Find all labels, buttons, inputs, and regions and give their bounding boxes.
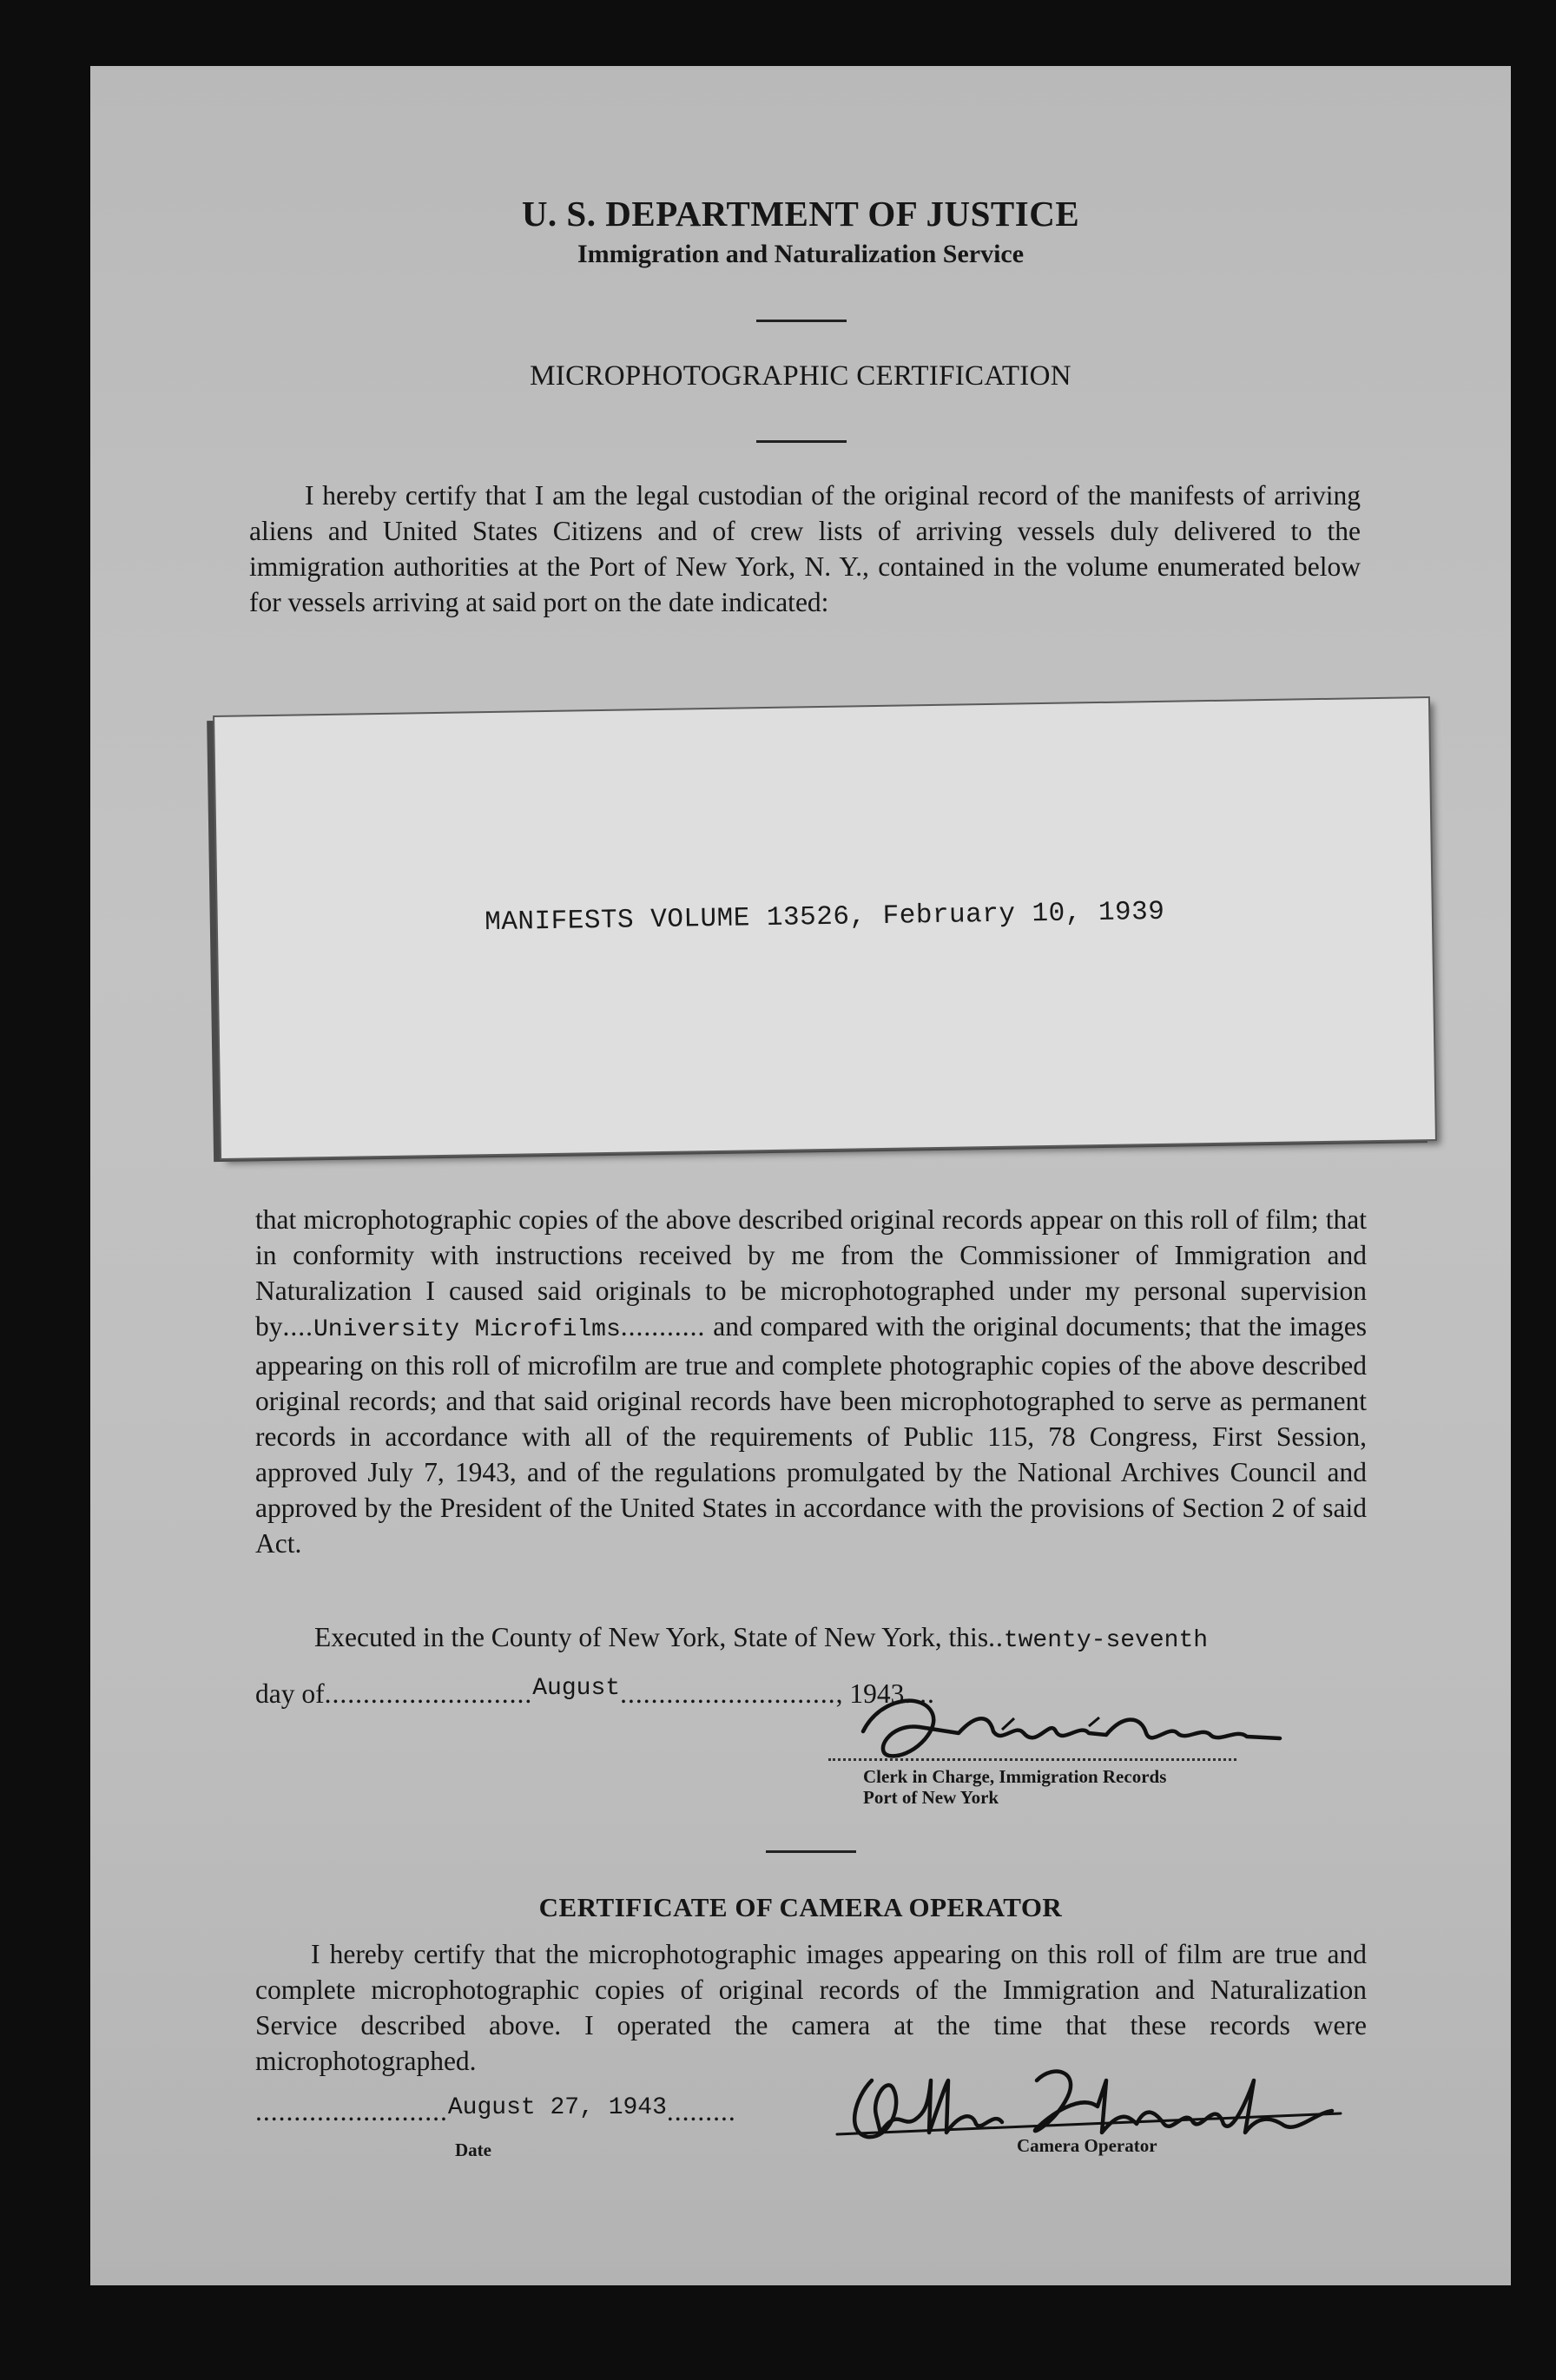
camera-operator-label: Camera Operator	[1017, 2135, 1157, 2156]
divider-rule	[756, 440, 847, 443]
fill-dots: .........................	[255, 2096, 448, 2126]
volume-label-slip	[214, 698, 1435, 1158]
department-heading: U. S. DEPARTMENT OF JUSTICE	[521, 194, 1080, 234]
executed-prefix: Executed in the County of New York, State of New York, this	[314, 1622, 989, 1652]
fill-dots: ...........	[620, 1311, 706, 1342]
fill-dots: ............................	[620, 1678, 836, 1709]
day-value: twenty-seventh	[1003, 1627, 1209, 1654]
year-text: , 1943	[835, 1678, 905, 1709]
statement-text: that microphotographic copies of the above described original records appear on this roll of film; that in conformity with instructions received by me from the Commissioner of Immigration and Naturalization I caused said originals to be microphotographed under my personal supervision by	[255, 1204, 1367, 1342]
supervisor-name: University Microfilms	[313, 1316, 621, 1343]
day-prefix: day of	[255, 1678, 325, 1709]
fill-dots: .........	[666, 2096, 736, 2126]
fill-dots: ..	[988, 1622, 1004, 1652]
date-label: Date	[455, 2139, 491, 2160]
fill-dots: ...........................	[324, 1678, 533, 1709]
clerk-title	[863, 1766, 1166, 1808]
volume-label: MANIFESTS VOLUME 13526, February 10, 1939	[484, 896, 1165, 939]
certificate-sheet	[90, 66, 1511, 2285]
divider-rule	[766, 1850, 856, 1853]
certification-title: MICROPHOTOGRAPHIC CERTIFICATION	[530, 360, 1071, 392]
clerk-title-line: Port of New York	[863, 1787, 999, 1808]
statement-text: and compared with the original documents; that the images appearing on this roll of microfilm are true and complete photographic copies of the above described original records; and that said original records have been microphotographed to serve as permanent records in accordance with all of the requirements of Public 115, 78 Congress, First Session, approved July 7, 1943, and of the regulations promulgated by the National Archives Council and approved by the President of the United States in accordance with the provisions of Section 2 of said Act.	[255, 1311, 1368, 1559]
service-subheading: Immigration and Naturalization Service	[577, 240, 1025, 268]
date-value: August 27, 1943	[447, 2094, 667, 2121]
clerk-title-line: Clerk in Charge, Immigration Records	[863, 1766, 1167, 1787]
executed-line	[314, 1622, 1208, 1654]
camera-operator-statement: I hereby certify that the microphotographic images appearing on this roll of film are true and complete microphotographic copies of original records of the Immigration and Naturalization Service described above. I operated the camera at the time that these records were microphotographed.	[255, 1939, 1367, 2076]
custodian-statement: I hereby certify that I am the legal custodian of the original record of the manifests of arriving aliens and United States Citizens and of crew lists of arriving vessels duly delivered to the immigration authorities at the Port of New York, N. Y., contained in the volume enumerated below for vessels arriving at said port on the date indicated:	[249, 480, 1361, 617]
camera-operator-title: CERTIFICATE OF CAMERA OPERATOR	[538, 1892, 1063, 1922]
fill-dots: ....	[904, 1678, 935, 1709]
microfilm-statement	[255, 1202, 1367, 1561]
date-line	[255, 2096, 736, 2128]
divider-rule	[756, 320, 847, 322]
month-value: August	[532, 1675, 621, 1702]
fill-dots: ....	[282, 1311, 313, 1342]
signature-line	[828, 1758, 1236, 1761]
